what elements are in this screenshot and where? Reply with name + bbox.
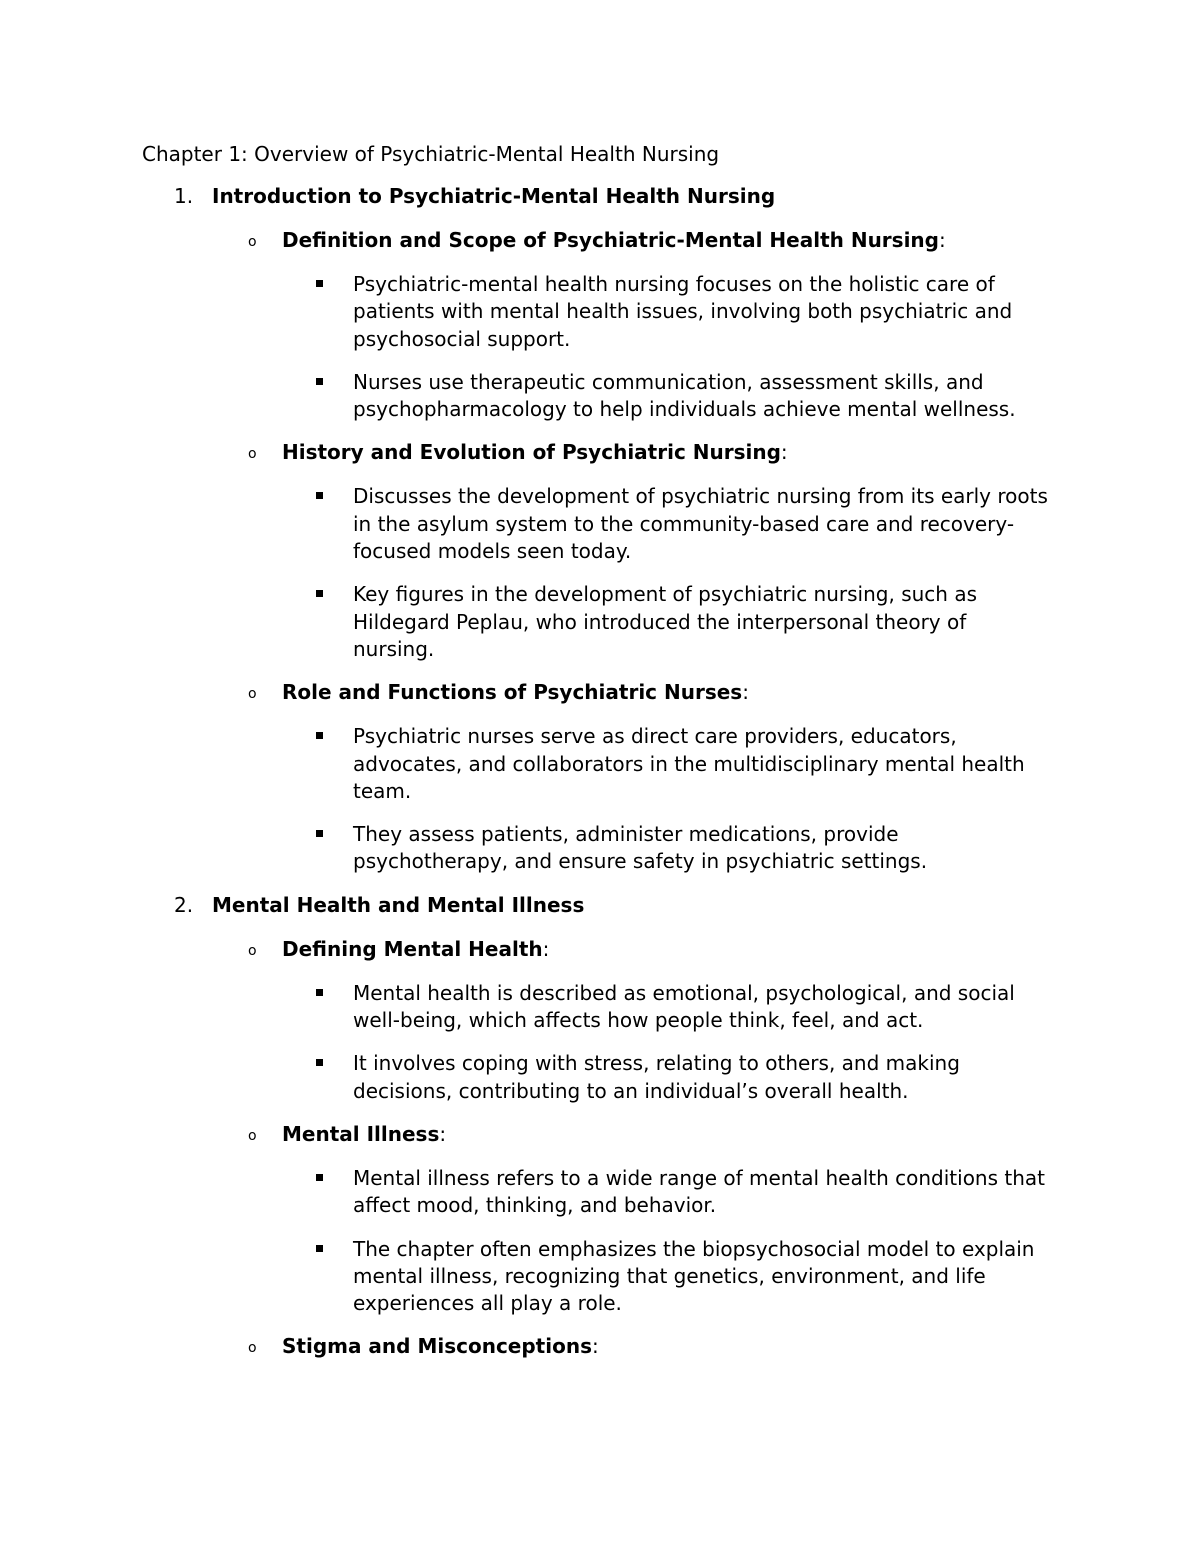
subsection-heading (0, 1121, 1200, 1147)
section-number: 2. (174, 892, 194, 917)
subsection-mental-illness (0, 1121, 1200, 1317)
section-number: 1. (174, 184, 194, 208)
section-1 (0, 183, 1200, 876)
point-text: Mental illness refers to a wide range of mental health conditions that affect mood, thinking, and behavior. (353, 1165, 1046, 1218)
list-item (0, 723, 1200, 805)
title-colon: : (439, 1121, 447, 1146)
square-bullet-icon (316, 280, 323, 287)
circle-bullet-icon: o (248, 1127, 257, 1144)
point-text: The chapter often emphasizes the biopsychosocial model to explain mental illness, recognizing that genetics, environment, and life experiences all play a role. (353, 1236, 1035, 1316)
subsection-title: Role and Functions of Psychiatric Nurses (282, 680, 743, 705)
subsection-defining-mental-health (0, 936, 1200, 1105)
subsection-heading (0, 1333, 1200, 1359)
section-2 (0, 892, 1200, 1360)
section-title: Mental Health and Mental Illness (212, 892, 585, 917)
circle-bullet-icon: o (248, 942, 257, 959)
title-colon: : (742, 680, 749, 705)
subsection-title: Defining Mental Health (282, 936, 543, 961)
subsection-title: History and Evolution of Psychiatric Nursing (282, 440, 781, 465)
point-text: It involves coping with stress, relating to others, and making decisions, contributing to an individual’s overall health. (353, 1051, 960, 1103)
square-bullet-icon (316, 492, 323, 499)
square-bullet-icon (316, 1245, 323, 1252)
square-bullet-icon (316, 830, 323, 837)
subsection-title: Mental Illness (282, 1121, 440, 1146)
list-item (0, 483, 1200, 565)
section-heading (0, 892, 1200, 918)
square-bullet-icon (316, 590, 323, 597)
point-text: They assess patients, administer medications, provide psychotherapy, and ensure safety in psychiatric settings. (353, 822, 928, 874)
circle-bullet-icon: o (248, 446, 257, 463)
point-text: Psychiatric nurses serve as direct care providers, educators, advocates, and collaborators in the multidisciplinary mental health team. (353, 724, 1025, 803)
subsection-heading (0, 679, 1200, 705)
list-item (0, 821, 1200, 876)
title-colon: : (938, 228, 946, 252)
point-text: Nurses use therapeutic communication, assessment skills, and psychopharmacology to help individuals achieve mental wellness. (353, 369, 1016, 422)
square-bullet-icon (316, 1059, 323, 1066)
chapter-title: Chapter 1: Overview of Psychiatric-Mental Health Nursing (142, 142, 720, 166)
square-bullet-icon (316, 378, 323, 385)
list-item (0, 581, 1200, 663)
title-colon: : (780, 440, 788, 465)
list-item (0, 271, 1200, 353)
square-bullet-icon (316, 732, 323, 739)
subsection-definition-scope (0, 227, 1200, 423)
circle-bullet-icon: o (248, 1340, 257, 1357)
list-item (0, 1236, 1200, 1318)
subsection-heading (0, 439, 1200, 465)
title-colon: : (542, 936, 550, 961)
section-title: Introduction to Psychiatric-Mental Health Nursing (212, 184, 776, 208)
list-item (0, 369, 1200, 424)
title-colon: : (591, 1334, 599, 1359)
list-item (0, 1050, 1200, 1105)
subsection-title: Stigma and Misconceptions (282, 1334, 592, 1359)
outline (0, 183, 1200, 1377)
point-text: Discusses the development of psychiatric nursing from its early roots in the asylum system to the community-based care and recovery-focused models seen today. (353, 484, 1048, 564)
point-text: Mental health is described as emotional, psychological, and social well-being, which affects how people think, feel, and act. (353, 980, 1015, 1033)
subsection-heading (0, 227, 1200, 253)
subsection-history-evolution (0, 439, 1200, 663)
list-item (0, 980, 1200, 1035)
circle-bullet-icon: o (248, 234, 257, 250)
square-bullet-icon (316, 1174, 323, 1181)
subsection-stigma-misconceptions (0, 1333, 1200, 1359)
subsection-role-functions (0, 679, 1200, 875)
point-text: Psychiatric-mental health nursing focuses on the holistic care of patients with mental health issues, involving both psychiatric and psychosocial support. (353, 272, 1013, 351)
point-text: Key figures in the development of psychiatric nursing, such as Hildegard Peplau, who introduced the interpersonal theory of nursing. (353, 582, 977, 661)
subsection-title: Definition and Scope of Psychiatric-Mental Health Nursing (282, 228, 939, 252)
section-heading (0, 183, 1200, 209)
subsection-heading (0, 936, 1200, 962)
square-bullet-icon (316, 989, 323, 996)
list-item (0, 1165, 1200, 1220)
circle-bullet-icon: o (248, 686, 257, 703)
